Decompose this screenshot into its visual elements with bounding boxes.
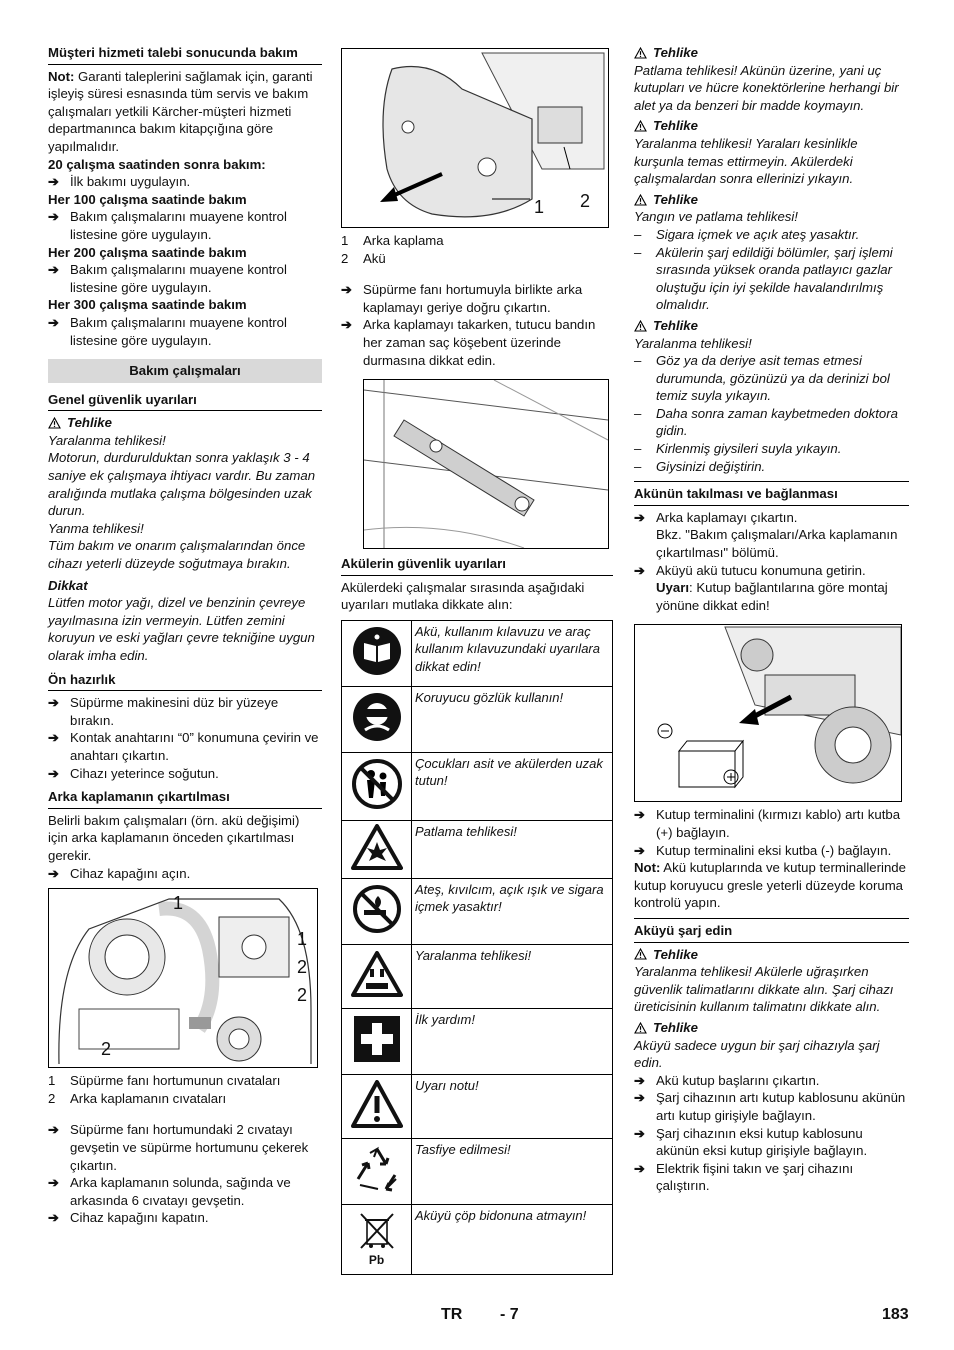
heading-customer-service: Müşteri hizmeti talebi sonucunda bakım [48,44,322,65]
heading-general-safety: Genel güvenlik uyarıları [48,391,322,412]
heading-battery-safety: Akülerin güvenlik uyarıları [341,555,613,576]
symbol-text: Akü, kullanım kılavuzu ve araç kullanım kılavuzundaki uyarılara dikkat edin! [412,620,613,686]
warning-triangle-icon [634,320,647,332]
callout-label: 2 [297,985,308,1006]
list-item: – Giysinizi değiştirin. [634,458,766,474]
table-row [342,620,613,686]
warning-triangle-icon [634,47,647,59]
explosion-icon [342,820,412,878]
figure-caption: 1 Süpürme fanı hortumunun cıvataları [48,1073,281,1089]
list-item: ➔ Kutup terminalini (kırmızı kablo) artı kutba (+) bağlayın. [634,807,901,840]
text-motor-runout: Motorun, durdurulduktan sonra yaklaşık 3 - 4 saniye ek çalışmaya ihtiyacı vardır. Bu zaman aralığında mutlaka çalışma bölgesinden uzak durun. [48,450,316,519]
heading-preparation: Ön hazırlık [48,671,322,692]
list-item: – Göz ya da deriye asit temas etmesi durumunda, gözünüzü ya da derinizi bol temiz suyla yıkayın. [634,353,890,404]
first-aid-icon [342,1008,412,1074]
retaining-strap-figure [363,379,609,549]
text-fire-danger: Yangın ve patlama tehlikesi! [634,209,798,225]
figure-caption: 2 Arka kaplamanın cıvataları [48,1090,227,1106]
warning-triangle-icon [634,1022,647,1034]
column-3 [634,44,909,1195]
figure-caption: 2 Akü [341,250,386,266]
column-1 [48,44,322,1227]
heading-300h: Her 300 çalışma saatinde bakım [48,297,247,313]
list-item: – Sigara içmek ve açık ateş yasaktır. [634,226,860,242]
no-fire-icon [342,878,412,944]
text-explosion-danger: Patlama tehlikesi! Akünün üzerine, yani uç kutupları ve hücre konektörlerine herhangi bir alet ya da benzeri bir madde koymayın. [634,62,899,113]
goggles-icon [342,686,412,752]
column-2 [341,44,613,1275]
warning-triangle-icon [634,194,647,206]
battery-install-figure [634,624,902,802]
symbol-text: Tasfiye edilmesi! [412,1138,613,1204]
engine-figure [48,888,318,1068]
list-item: ➔ Süpürme fanı hortumundaki 2 cıvatayı gevşetin ve süpürme hortumunu çekerek çıkartın. [48,1122,309,1173]
symbol-text: Ateş, kıvılcım, açık ışık ve sigara içmek yasaktır! [412,878,613,944]
note-warranty: Not: Garanti taleplerini sağlamak için, garanti işleyiş süresi esnasında tüm servis ve bakım çalışmaları yetkili Kärcher-müşteri hizmeti departmanınca bakım kitapçığına göre yapılmalıdır. [48,68,313,154]
bin-icon [342,1204,412,1274]
list-item: ➔ Arka kaplamayı çıkartın. [634,509,798,525]
table-row [342,1204,613,1274]
list-item: ➔ Arka kaplamayı takarken, tutucu bandın her zaman saç köşebent üzerinde durmasına dikkat edin. [341,317,596,368]
symbol-text: Yaralanma tehlikesi! [412,944,613,1008]
heading-battery-install: Akünün takılması ve bağlanması [634,481,909,506]
table-row [342,752,613,820]
footer-page-number: 183 [882,1306,909,1323]
rear-cover-illustration [342,49,608,227]
table-row [342,686,613,752]
list-item: – Daha sonra zaman kaybetmeden doktora gidin. [634,405,898,439]
list-item: – Akülerin şarj edildiği bölümler, şarj işlemi sırasında yüksek oranda patlayıcı gazlar oluştuğu için iyi şekilde havalandırılmış olmalıdır. [634,244,893,313]
figure-caption: 1 Arka kaplama [341,233,444,248]
list-item: ➔ Akü kutup başlarını çıkartın. [634,1072,820,1088]
table-row [342,878,613,944]
callout-label: 1 [173,893,184,914]
danger-label: Tehlike [48,414,322,432]
text-charger-safety: Yaralanma tehlikesi! Akülerle uğraşırken güvenlik talimatlarını dikkate alın. Şarj cihazı üreticisinin kullanım talimatını dikkate alın. [634,964,894,1015]
list-item: ➔ Bakım çalışmalarını muayene kontrol listesine göre uygulayın. [48,262,287,295]
text-lead-danger: Yaralanma tehlikesi! Yaraları kesinlikle kurşunla temas ettirmeyin. Akülerdeki çalışmalardan sonra ellerinizi yıkayın. [634,135,858,187]
list-item: ➔ Cihaz kapağını açın. [48,865,191,881]
danger-label: Tehlike [634,117,909,135]
table-row [342,1138,613,1204]
symbol-text: Koruyucu gözlük kullanın! [412,686,613,752]
symbol-text: Uyarı notu! [412,1074,613,1138]
list-item: ➔ Kutup terminalini eksi kutba (-) bağlayın. [634,842,892,858]
list-item: ➔ Şarj cihazının eksi kutup kablosunu akünün eksi kutup girişiyle bağlayın. [634,1125,868,1159]
heading-rear-cover-removal: Arka kaplamanın çıkartılması [48,788,322,809]
danger-label: Tehlike [634,946,909,964]
lead-label: Pb [368,1253,385,1268]
symbol-text: Patlama tehlikesi! [412,820,613,878]
symbol-text: Aküyü çöp bidonuna atmayın! [412,1204,613,1274]
callout-label: 2 [101,1039,112,1060]
rear-cover-figure [341,48,609,228]
callout-label: 1 [534,197,545,217]
list-item: ➔ Elektrik fişini takın ve şarj cihazını çalıştırın. [634,1160,854,1194]
danger-label: Tehlike [634,317,909,335]
recycle-icon [342,1138,412,1204]
text-environment: Lütfen motor yağı, dizel ve benzinin çevreye yayılmasına izin vermeyin. Lütfen zemini koruyun ve eski yağları çevre tekniğine uygun olarak imha edin. [48,595,315,663]
list-item: ➔ Kontak anahtarını “0” konumuna çevirin ve anahtarı çıkartın. [48,730,319,763]
heading-200h: Her 200 çalışma saatinde bakım [48,244,247,260]
text-cool-down: Tüm bakım ve onarım çalışmalarından önce cihazı yeterli düzeyde soğutmaya bırakın. [48,538,306,572]
text-warning: Uyarı: Kutup bağlantılarına göre montaj yönüne dikkat edin! [656,580,888,613]
text-rear-cover-intro: Belirli bakım çalışmaları (örn. akü değişimi) için arka kaplamanın önceden çıkartılması gerekir. [48,812,300,863]
table-row [342,820,613,878]
list-item: ➔ Süpürme makinesini düz bir yüzeye bırakın. [48,695,279,728]
text-injury-danger: Yaralanma tehlikesi! [48,432,166,448]
caution-label: Dikkat [48,577,88,593]
list-item: – Kirlenmiş giysileri suyla yıkayın. [634,441,842,457]
text-burn-danger: Yanma tehlikesi! [48,520,144,536]
symbol-text: İlk yardım! [412,1008,613,1074]
list-item: ➔ Cihazı yeterince soğutun. [48,765,219,781]
callout-label: 2 [297,957,308,978]
danger-label: Tehlike [634,191,909,209]
table-row [342,1008,613,1074]
callout-label: 2 [580,191,591,211]
text-suitable-charger: Aküyü sadece uygun bir şarj cihazıyla şarj edin. [634,1037,880,1071]
heading-20h: 20 çalışma saatinden sonra bakım: [48,156,266,172]
warning-icon [342,1074,412,1138]
footer-language: TR [441,1306,463,1323]
engine-illustration [49,889,317,1067]
warning-triangle-icon [634,120,647,132]
list-item: ➔ Şarj cihazının artı kutup kablosunu akünün artı kutup girişiyle bağlayın. [634,1090,906,1123]
safety-symbol-table [341,620,613,1275]
list-item: ➔ Bakım çalışmalarını muayene kontrol listesine göre uygulayın. [48,209,287,242]
list-item: ➔ Bakım çalışmalarını muayene kontrol listesine göre uygulayın. [48,314,287,348]
table-row [342,1074,613,1138]
list-item: ➔ İlk bakımı uygulayın. [48,174,191,190]
symbol-text: Çocukları asit ve akülerden uzak tutun! [412,752,613,820]
section-banner: Bakım çalışmaları [48,359,322,383]
text-see-section: Bkz. "Bakım çalışmaları/Arka kaplamanın çıkartılması" bölümü. [656,527,898,561]
note-pole-protection: Not: Akü kutuplarında ve kutup terminallerinde kutup koruyucu gresle yeterli düzeyde koruma kontrolü yapın. [634,860,906,911]
manual-icon [342,620,412,686]
corrosive-icon [342,944,412,1008]
list-item: ➔ Cihaz kapağını kapatın. [48,1210,209,1226]
heading-charge-battery: Aküyü şarj edin [634,918,909,943]
heading-100h: Her 100 çalışma saatinde bakım [48,191,247,207]
strap-illustration [364,380,608,548]
no-children-icon [342,752,412,820]
warning-triangle-icon [634,948,647,960]
danger-label: Tehlike [634,44,909,62]
text-injury-danger: Yaralanma tehlikesi! [634,335,752,351]
text-battery-intro: Akülerdeki çalışmalar sırasında aşağıdaki uyarıları mutlaka dikkate alın: [341,579,585,613]
list-item: ➔ Aküyü akü tutucu konumuna getirin. [634,562,866,578]
list-item: ➔ Süpürme fanı hortumuyla birlikte arka kaplamayı geriye doğru çıkartın. [341,282,583,315]
footer-section-page: - 7 [500,1306,519,1323]
warning-triangle-icon [48,417,61,429]
list-item: ➔ Arka kaplamanın solunda, sağında ve arkasında 6 cıvatayı gevşetin. [48,1175,291,1208]
callout-label: 1 [297,929,308,950]
battery-illustration [635,625,901,801]
danger-label: Tehlike [634,1019,909,1037]
table-row [342,944,613,1008]
